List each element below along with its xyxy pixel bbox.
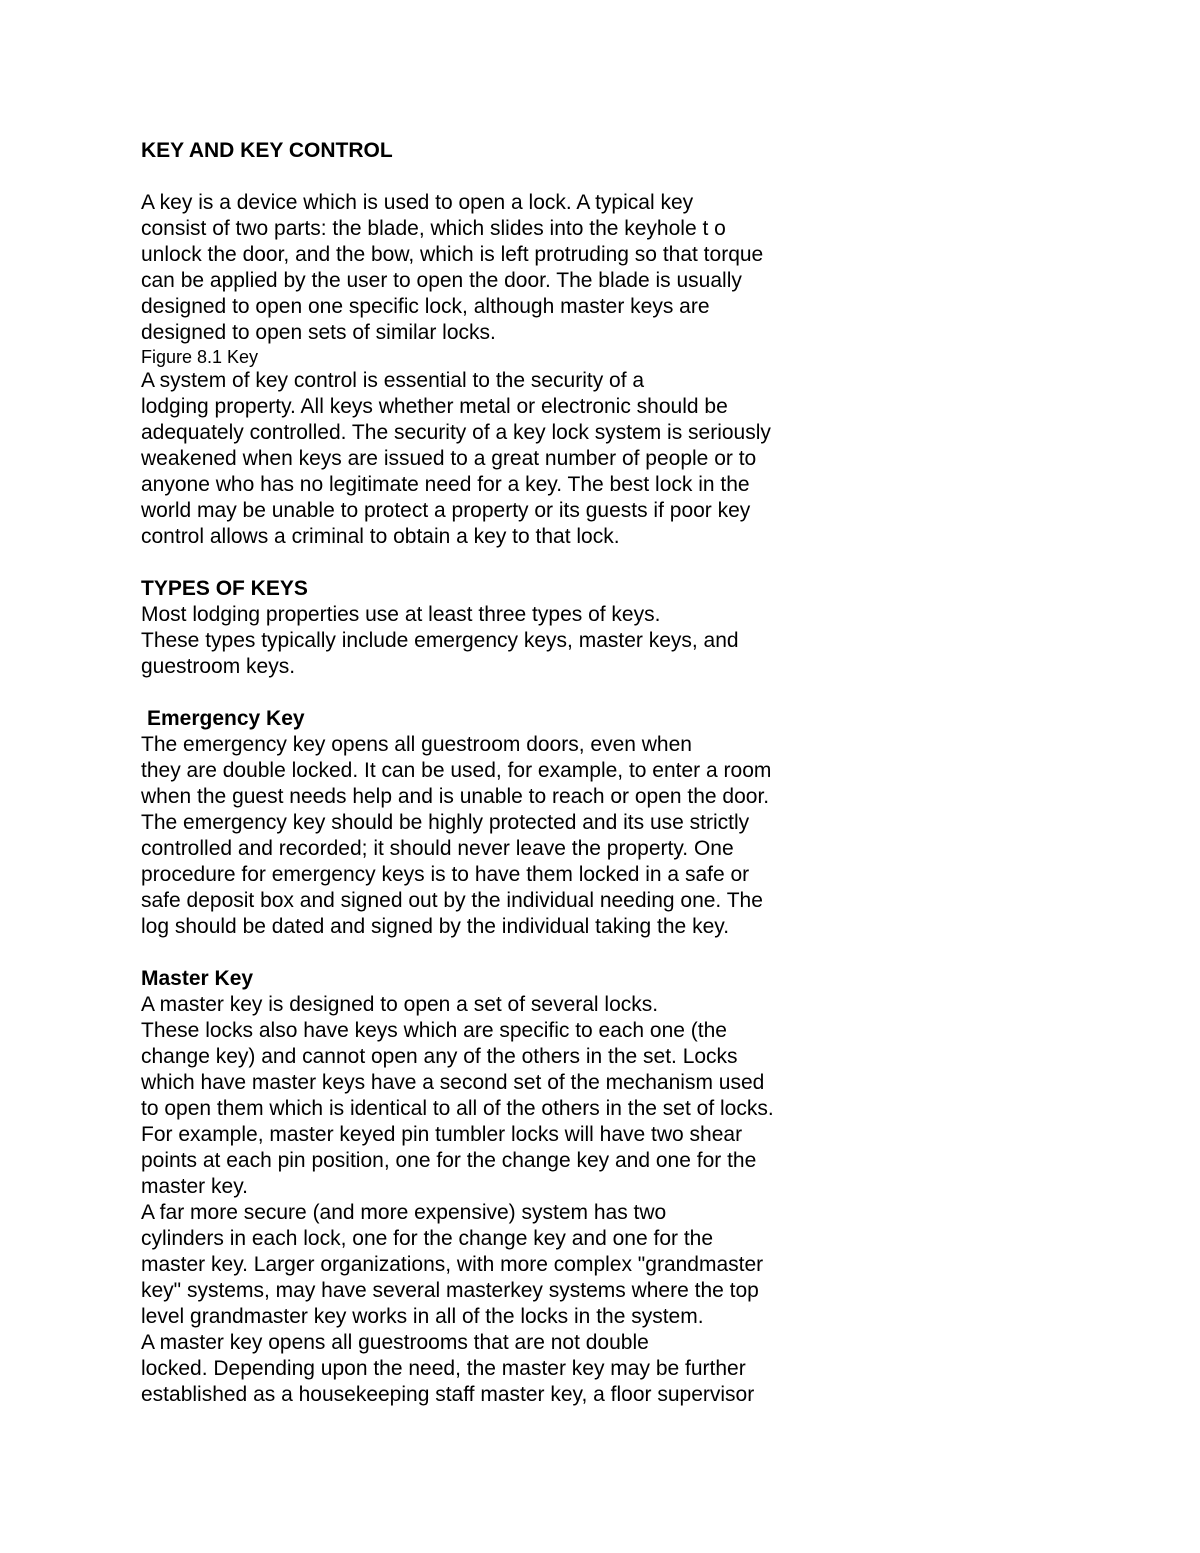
text-line: designed to open sets of similar locks. <box>141 321 496 344</box>
text-line: level grandmaster key works in all of the locks in the system. <box>141 1305 704 1328</box>
text-line: The emergency key should be highly protected and its use strictly <box>141 811 750 834</box>
text-line: unlock the door, and the bow, which is left protruding so that torque <box>141 243 764 266</box>
text-line: A system of key control is essential to the security of a <box>141 369 645 392</box>
master-heading: Master Key <box>141 967 254 990</box>
text-line: change key) and cannot open any of the others in the set. Locks <box>141 1045 738 1068</box>
intro-paragraph <box>141 190 841 346</box>
text-line: These locks also have keys which are specific to each one (the <box>141 1019 727 1042</box>
text-line: key" systems, may have several masterkey systems where the top <box>141 1279 759 1302</box>
document-title: KEY AND KEY CONTROL <box>141 139 393 162</box>
text-line: adequately controlled. The security of a key lock system is seriously <box>141 421 771 444</box>
spacer <box>141 940 841 966</box>
text-line: they are double locked. It can be used, for example, to enter a room <box>141 759 772 782</box>
spacer <box>141 680 841 706</box>
text-line: The emergency key opens all guestroom doors, even when <box>141 733 692 756</box>
text-line: lodging property. All keys whether metal or electronic should be <box>141 395 728 418</box>
text-line: control allows a criminal to obtain a key to that lock. <box>141 525 620 548</box>
text-line: designed to open one specific lock, although master keys are <box>141 295 710 318</box>
text-line: established as a housekeeping staff master key, a floor supervisor <box>141 1383 755 1406</box>
text-line: weakened when keys are issued to a great number of people or to <box>141 447 757 470</box>
emergency-heading: Emergency Key <box>147 707 305 730</box>
figure-caption: Figure 8.1 Key <box>141 347 259 367</box>
text-line: safe deposit box and signed out by the individual needing one. The <box>141 889 763 912</box>
text-line: controlled and recorded; it should never leave the property. One <box>141 837 734 860</box>
text-line: anyone who has no legitimate need for a key. The best lock in the <box>141 473 750 496</box>
text-line: For example, master keyed pin tumbler locks will have two shear <box>141 1123 743 1146</box>
text-line: consist of two parts: the blade, which slides into the keyhole t o <box>141 217 726 240</box>
text-line: cylinders in each lock, one for the change key and one for the <box>141 1227 714 1250</box>
text-line: master key. <box>141 1175 248 1198</box>
text-line: master key. Larger organizations, with more complex "grandmaster <box>141 1253 764 1276</box>
text-line: These types typically include emergency keys, master keys, and <box>141 629 739 652</box>
master-paragraph <box>141 992 841 1408</box>
types-paragraph <box>141 602 841 680</box>
text-line: A key is a device which is used to open a lock. A typical key <box>141 191 694 214</box>
text-line: procedure for emergency keys is to have them locked in a safe or <box>141 863 750 886</box>
text-line: locked. Depending upon the need, the master key may be further <box>141 1357 746 1380</box>
emergency-paragraph <box>141 732 841 940</box>
text-line: Most lodging properties use at least three types of keys. <box>141 603 661 626</box>
text-line: A master key opens all guestrooms that are not double <box>141 1331 649 1354</box>
text-line: A master key is designed to open a set of several locks. <box>141 993 659 1016</box>
document-page <box>141 138 841 1408</box>
text-line: can be applied by the user to open the door. The blade is usually <box>141 269 742 292</box>
text-line: points at each pin position, one for the change key and one for the <box>141 1149 757 1172</box>
text-line: world may be unable to protect a property or its guests if poor key <box>141 499 751 522</box>
spacer <box>141 550 841 576</box>
types-heading: TYPES OF KEYS <box>141 577 308 600</box>
text-line: guestroom keys. <box>141 655 296 678</box>
text-line: which have master keys have a second set of the mechanism used <box>141 1071 765 1094</box>
text-line: A far more secure (and more expensive) system has two <box>141 1201 667 1224</box>
text-line: when the guest needs help and is unable to reach or open the door. <box>141 785 770 808</box>
text-line: to open them which is identical to all of the others in the set of locks. <box>141 1097 774 1120</box>
spacer <box>141 164 841 190</box>
text-line: log should be dated and signed by the individual taking the key. <box>141 915 730 938</box>
key-control-paragraph <box>141 368 841 550</box>
